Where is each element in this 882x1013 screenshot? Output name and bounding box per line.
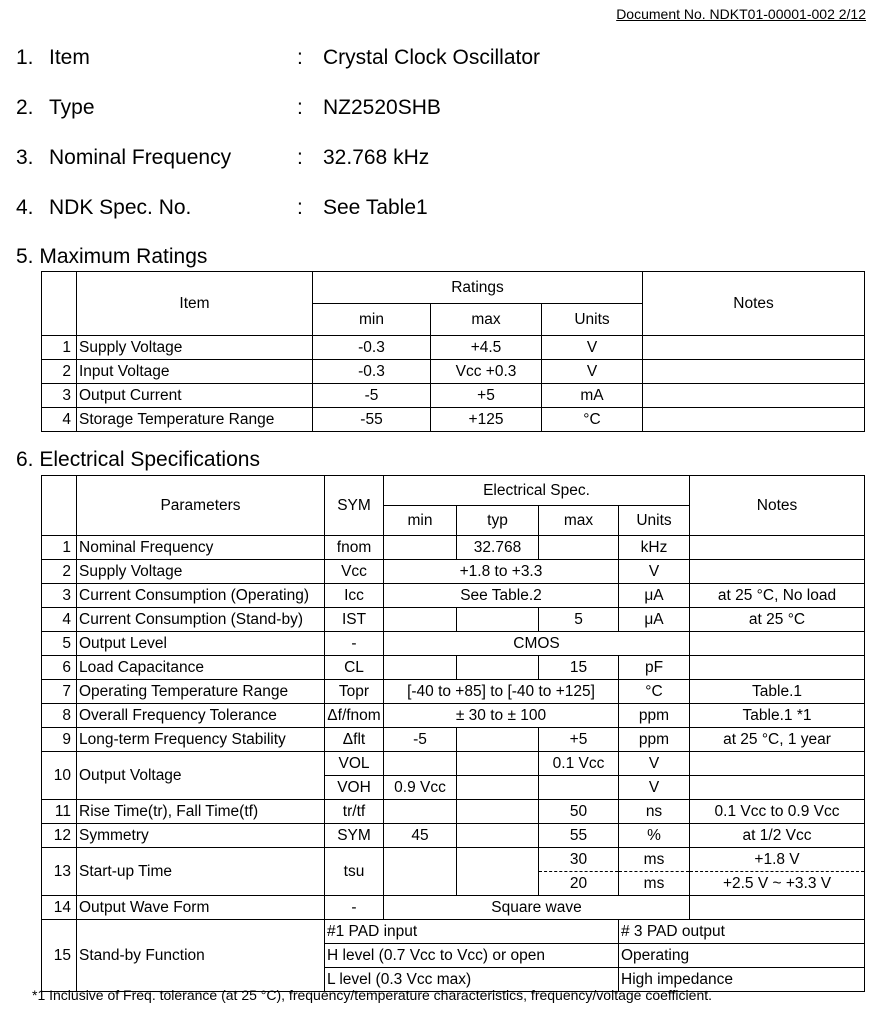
row-notes: Table.1 xyxy=(690,680,865,704)
row-notes: Table.1 *1 xyxy=(690,704,865,728)
row-item: Storage Temperature Range xyxy=(77,408,313,432)
row-parameter: Start-up Time xyxy=(77,848,325,896)
item-number: 1. xyxy=(16,46,34,69)
row-notes: +2.5 V ~ +3.3 V xyxy=(690,872,865,896)
footnote: *1 Inclusive of Freq. tolerance (at 25 °C), frequency/temperature characteristics, frequency/voltage coefficient. xyxy=(32,987,713,1003)
row-sym: Icc xyxy=(325,584,384,608)
row-sym: CL xyxy=(325,656,384,680)
row-typ xyxy=(457,608,539,632)
row-max: 50 xyxy=(539,800,619,824)
row-item: Input Voltage xyxy=(77,360,313,384)
row-notes xyxy=(643,408,865,432)
row-notes xyxy=(690,632,865,656)
row-notes: at 1/2 Vcc xyxy=(690,824,865,848)
row-units: V xyxy=(619,776,690,800)
table-row xyxy=(42,360,865,384)
row-max: 0.1 Vcc xyxy=(539,752,619,776)
standby-input-l-level: L level (0.3 Vcc max) xyxy=(325,968,619,992)
row-number: 4 xyxy=(42,408,77,432)
item-colon: : xyxy=(297,146,303,169)
row-parameter: Nominal Frequency xyxy=(77,536,325,560)
row-notes xyxy=(690,536,865,560)
row-min xyxy=(384,656,457,680)
row-typ xyxy=(457,848,539,896)
row-notes: +1.8 V xyxy=(690,848,865,872)
row-spec-span: CMOS xyxy=(384,632,690,656)
row-sym: tsu xyxy=(325,848,384,896)
row-units: μA xyxy=(619,584,690,608)
item-label: Type xyxy=(49,96,95,119)
standby-output-operating: Operating xyxy=(619,944,865,968)
item-colon: : xyxy=(297,196,303,219)
row-sym: VOH xyxy=(325,776,384,800)
row-min: 45 xyxy=(384,824,457,848)
standby-input-h-level: H level (0.7 Vcc to Vcc) or open xyxy=(325,944,619,968)
row-min: -0.3 xyxy=(313,336,431,360)
row-notes xyxy=(690,656,865,680)
document-number: Document No. NDKT01-00001-002 2/12 xyxy=(616,6,866,22)
row-spec-span: [-40 to +85] to [-40 to +125] xyxy=(384,680,619,704)
item-number: 3. xyxy=(16,146,34,169)
row-min: 0.9 Vcc xyxy=(384,776,457,800)
row-sym: IST xyxy=(325,608,384,632)
row-spec-span: Square wave xyxy=(384,896,690,920)
row-units: ns xyxy=(619,800,690,824)
row-parameter: Output Level xyxy=(77,632,325,656)
header-blank xyxy=(42,272,77,336)
row-number: 13 xyxy=(42,848,77,896)
header-parameters: Parameters xyxy=(77,476,325,536)
row-notes xyxy=(690,752,865,776)
row-max: 15 xyxy=(539,656,619,680)
row-min xyxy=(384,848,457,896)
row-number: 1 xyxy=(42,536,77,560)
header-units: Units xyxy=(542,304,643,336)
row-number: 6 xyxy=(42,656,77,680)
row-max: +125 xyxy=(431,408,542,432)
row-sym: - xyxy=(325,632,384,656)
row-max: +5 xyxy=(431,384,542,408)
row-sym: - xyxy=(325,896,384,920)
table-row xyxy=(42,824,865,848)
header-notes: Notes xyxy=(643,272,865,336)
row-units: ms xyxy=(619,872,690,896)
row-min xyxy=(384,608,457,632)
row-typ xyxy=(457,776,539,800)
row-sym: fnom xyxy=(325,536,384,560)
item-colon: : xyxy=(297,96,303,119)
header-units: Units xyxy=(619,506,690,536)
row-notes: at 25 °C xyxy=(690,608,865,632)
table-row xyxy=(42,800,865,824)
row-units: mA xyxy=(542,384,643,408)
row-units: V xyxy=(619,560,690,584)
row-notes: at 25 °C, 1 year xyxy=(690,728,865,752)
row-typ xyxy=(457,752,539,776)
row-spec-span: See Table.2 xyxy=(384,584,619,608)
row-max: 5 xyxy=(539,608,619,632)
row-sym: Vcc xyxy=(325,560,384,584)
row-typ xyxy=(457,656,539,680)
row-sym: SYM xyxy=(325,824,384,848)
row-units: V xyxy=(619,752,690,776)
row-min xyxy=(384,800,457,824)
item-value: 32.768 kHz xyxy=(323,146,430,169)
header-electrical-spec: Electrical Spec. xyxy=(384,476,690,506)
row-units: V xyxy=(542,360,643,384)
row-notes xyxy=(643,360,865,384)
row-units: °C xyxy=(542,408,643,432)
row-notes xyxy=(690,896,865,920)
table-row xyxy=(42,632,865,656)
table-row xyxy=(42,608,865,632)
spec-item-4 xyxy=(16,194,428,222)
table-row xyxy=(42,336,865,360)
row-max: 20 xyxy=(539,872,619,896)
row-number: 9 xyxy=(42,728,77,752)
table-row xyxy=(42,680,865,704)
header-notes: Notes xyxy=(690,476,865,536)
row-min: -55 xyxy=(313,408,431,432)
header-max: max xyxy=(539,506,619,536)
row-units: °C xyxy=(619,680,690,704)
row-item: Supply Voltage xyxy=(77,336,313,360)
header-typ: typ xyxy=(457,506,539,536)
row-typ xyxy=(457,824,539,848)
table-row xyxy=(42,704,865,728)
item-label: NDK Spec. No. xyxy=(49,196,192,219)
row-number: 2 xyxy=(42,560,77,584)
row-units: % xyxy=(619,824,690,848)
spec-item-3 xyxy=(16,144,430,172)
row-number: 12 xyxy=(42,824,77,848)
header-max: max xyxy=(431,304,542,336)
item-value: Crystal Clock Oscillator xyxy=(323,46,541,69)
standby-output-header: # 3 PAD output xyxy=(619,920,865,944)
row-min: -5 xyxy=(384,728,457,752)
item-colon: : xyxy=(297,46,303,69)
row-parameter: Long-term Frequency Stability xyxy=(77,728,325,752)
row-parameter: Current Consumption (Stand-by) xyxy=(77,608,325,632)
row-parameter: Load Capacitance xyxy=(77,656,325,680)
spec-item-2 xyxy=(16,94,441,122)
table-row xyxy=(42,920,865,944)
row-max: 55 xyxy=(539,824,619,848)
row-units: kHz xyxy=(619,536,690,560)
spec-item-1 xyxy=(16,44,541,72)
row-parameter: Symmetry xyxy=(77,824,325,848)
table-row xyxy=(42,728,865,752)
header-sym: SYM xyxy=(325,476,384,536)
row-parameter: Stand-by Function xyxy=(77,920,325,992)
row-sym: VOL xyxy=(325,752,384,776)
row-units: ppm xyxy=(619,704,690,728)
table-row xyxy=(42,896,865,920)
standby-output-high-impedance: High impedance xyxy=(619,968,865,992)
row-parameter: Operating Temperature Range xyxy=(77,680,325,704)
row-max: Vcc +0.3 xyxy=(431,360,542,384)
section-title-max-ratings: 5. Maximum Ratings xyxy=(16,245,208,268)
item-value: NZ2520SHB xyxy=(323,96,441,119)
table-row xyxy=(42,536,865,560)
row-notes: 0.1 Vcc to 0.9 Vcc xyxy=(690,800,865,824)
row-min: -5 xyxy=(313,384,431,408)
row-parameter: Overall Frequency Tolerance xyxy=(77,704,325,728)
row-units: ms xyxy=(619,848,690,872)
row-parameter: Current Consumption (Operating) xyxy=(77,584,325,608)
row-parameter: Supply Voltage xyxy=(77,560,325,584)
electrical-spec-table xyxy=(41,475,865,992)
row-units: pF xyxy=(619,656,690,680)
row-sym: Δflt xyxy=(325,728,384,752)
row-spec-span: ± 30 to ± 100 xyxy=(384,704,619,728)
row-max: +5 xyxy=(539,728,619,752)
row-number: 10 xyxy=(42,752,77,800)
row-min xyxy=(384,752,457,776)
max-ratings-table xyxy=(41,271,865,432)
table-row xyxy=(42,408,865,432)
row-sym: Topr xyxy=(325,680,384,704)
row-sym: tr/tf xyxy=(325,800,384,824)
item-label: Nominal Frequency xyxy=(49,146,232,169)
table-row xyxy=(42,584,865,608)
row-max xyxy=(539,776,619,800)
row-parameter: Rise Time(tr), Fall Time(tf) xyxy=(77,800,325,824)
table-row xyxy=(42,384,865,408)
item-number: 4. xyxy=(16,196,34,219)
table-row xyxy=(42,560,865,584)
row-number: 8 xyxy=(42,704,77,728)
row-min: -0.3 xyxy=(313,360,431,384)
row-item: Output Current xyxy=(77,384,313,408)
section-title-electrical: 6. Electrical Specifications xyxy=(16,448,260,471)
row-parameter: Output Wave Form xyxy=(77,896,325,920)
row-notes: at 25 °C, No load xyxy=(690,584,865,608)
row-max xyxy=(539,536,619,560)
row-number: 5 xyxy=(42,632,77,656)
row-typ xyxy=(457,800,539,824)
row-spec-span: +1.8 to +3.3 xyxy=(384,560,619,584)
row-number: 11 xyxy=(42,800,77,824)
row-notes xyxy=(690,776,865,800)
header-item: Item xyxy=(77,272,313,336)
row-min xyxy=(384,536,457,560)
row-units: V xyxy=(542,336,643,360)
row-notes xyxy=(643,384,865,408)
row-units: ppm xyxy=(619,728,690,752)
row-number: 3 xyxy=(42,384,77,408)
header-min: min xyxy=(313,304,431,336)
row-parameter: Output Voltage xyxy=(77,752,325,800)
row-number: 3 xyxy=(42,584,77,608)
item-value: See Table1 xyxy=(323,196,428,219)
row-sym: Δf/fnom xyxy=(325,704,384,728)
row-number: 4 xyxy=(42,608,77,632)
table-row xyxy=(42,656,865,680)
item-label: Item xyxy=(49,46,90,69)
table-row xyxy=(42,848,865,872)
table-row xyxy=(42,752,865,776)
row-notes xyxy=(643,336,865,360)
row-max: 30 xyxy=(539,848,619,872)
row-number: 14 xyxy=(42,896,77,920)
standby-input-header: #1 PAD input xyxy=(325,920,619,944)
row-max: +4.5 xyxy=(431,336,542,360)
header-blank xyxy=(42,476,77,536)
row-number: 1 xyxy=(42,336,77,360)
row-typ: 32.768 xyxy=(457,536,539,560)
header-min: min xyxy=(384,506,457,536)
row-units: μA xyxy=(619,608,690,632)
row-notes xyxy=(690,560,865,584)
header-ratings: Ratings xyxy=(313,272,643,304)
row-number: 7 xyxy=(42,680,77,704)
row-typ xyxy=(457,728,539,752)
row-number: 2 xyxy=(42,360,77,384)
item-number: 2. xyxy=(16,96,34,119)
row-number: 15 xyxy=(42,920,77,992)
